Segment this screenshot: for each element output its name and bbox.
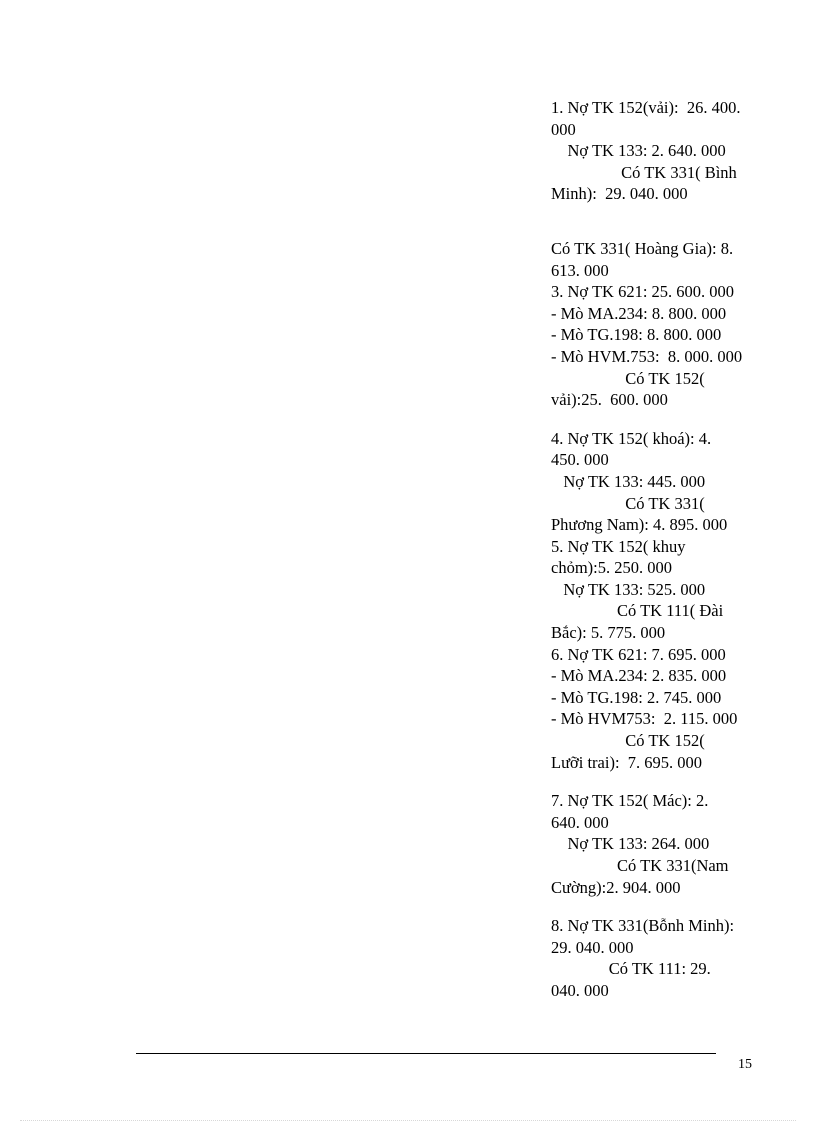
entry-line: Có TK 152(	[551, 731, 705, 751]
entry-line: 450. 000	[551, 450, 609, 470]
entry-line: 040. 000	[551, 980, 609, 1000]
entry-line: 4. Nợ TK 152( khoá): 4.	[551, 428, 712, 448]
entry-line: - Mò MA.234: 8. 800. 000	[551, 303, 727, 323]
page-bottom-dotted-edge	[20, 1120, 796, 1121]
entry-line: 000	[551, 119, 576, 139]
footer-divider	[136, 1053, 716, 1054]
entry-line: 6. Nợ TK 621: 7. 695. 000	[551, 644, 726, 664]
journal-entry-8	[551, 915, 781, 1001]
entry-line: 640. 000	[551, 812, 609, 832]
entry-line: Nợ TK 133: 525. 000	[551, 579, 706, 599]
page-number: 15	[738, 1057, 752, 1072]
entry-line: Có TK 111: 29.	[551, 959, 711, 979]
entry-line: Minh): 29. 040. 000	[551, 184, 688, 204]
entry-line: Có TK 331( Bình	[551, 162, 737, 182]
entry-line: Bắc): 5. 775. 000	[551, 623, 666, 643]
entry-line: Nợ TK 133: 264. 000	[551, 834, 710, 854]
entry-line: Có TK 331( Hoàng Gia): 8.	[551, 238, 734, 258]
entry-line: 3. Nợ TK 621: 25. 600. 000	[551, 282, 735, 302]
paragraph-gap	[551, 205, 781, 238]
entry-line: 613. 000	[551, 260, 609, 280]
journal-entry-2-3	[551, 238, 781, 411]
entry-line: 5. Nợ TK 152( khuy	[551, 536, 686, 556]
entry-line: - Mò HVM.753: 8. 000. 000	[551, 346, 743, 366]
entry-line: 8. Nợ TK 331(Bỗnh Minh):	[551, 916, 735, 936]
entry-line: Có TK 111( Đài	[551, 601, 724, 621]
entry-line: Cường):2. 904. 000	[551, 877, 681, 897]
paragraph-gap	[551, 898, 781, 915]
entry-line: Lưỡi trai): 7. 695. 000	[551, 752, 703, 772]
entry-line: - Mò TG.198: 2. 745. 000	[551, 687, 722, 707]
entry-line: Có TK 331(Nam	[551, 856, 729, 875]
journal-entry-1	[551, 97, 781, 205]
paragraph-gap	[551, 411, 781, 428]
entry-line: chỏm):5. 250. 000	[551, 558, 672, 578]
paragraph-gap	[551, 773, 781, 790]
journal-entries-column	[551, 97, 781, 1002]
entry-line: - Mò TG.198: 8. 800. 000	[551, 325, 722, 345]
entry-line: - Mò HVM753: 2. 115. 000	[551, 709, 738, 729]
entry-line: 29. 040. 000	[551, 937, 634, 957]
entry-line: 1. Nợ TK 152(vải): 26. 400.	[551, 98, 741, 117]
entry-line: - Mò MA.234: 2. 835. 000	[551, 666, 727, 686]
entry-line: 7. Nợ TK 152( Mác): 2.	[551, 791, 709, 811]
entry-line: Nợ TK 133: 2. 640. 000	[551, 141, 726, 161]
entry-line: vải):25. 600. 000	[551, 390, 668, 410]
entry-line: Nợ TK 133: 445. 000	[551, 471, 706, 491]
entry-line: Có TK 331(	[551, 493, 705, 513]
journal-entry-7	[551, 790, 781, 898]
entry-line: Có TK 152(	[551, 368, 705, 388]
entry-line: Phương Nam): 4. 895. 000	[551, 515, 728, 535]
journal-entry-4-6	[551, 428, 781, 774]
